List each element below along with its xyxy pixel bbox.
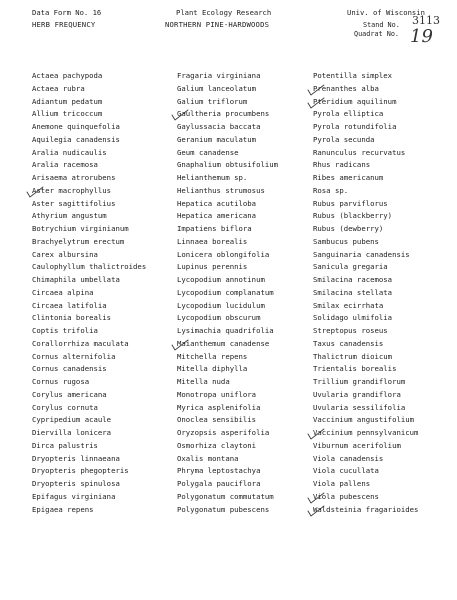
species-item: Linnaea borealis <box>177 236 248 246</box>
species-item: Cornus rugosa <box>32 377 90 386</box>
checkmark-icon <box>26 186 44 198</box>
species-item: Cypripedium acaule <box>32 415 112 425</box>
species-item: Potentilla simplex <box>313 71 393 80</box>
species-item: Taxus canadensis <box>313 338 384 348</box>
species-item: Coptis trifolia <box>32 326 98 335</box>
species-item: Cornus canadensis <box>32 364 107 374</box>
species-item: Pyrola rotundifolia <box>313 122 397 131</box>
stand-number: 3113 <box>412 14 440 27</box>
species-item: Lycopodium lucidulum <box>177 300 265 310</box>
species-item: Lycopodium complanatum <box>177 287 274 297</box>
checkmark-icon <box>171 109 189 121</box>
species-item: Smilax ecirrhata <box>313 300 384 310</box>
species-item: Polygonatum pubescens <box>177 504 270 514</box>
species-item: Solidago ulmifolia <box>313 313 393 323</box>
species-item: Geum canadense <box>177 147 239 157</box>
species-item: Aster sagittifolius <box>32 198 116 208</box>
species-item: Aralia nudicaulis <box>32 147 107 157</box>
species-item: Gaylussacia baccata <box>177 122 261 131</box>
species-item: Viola pallens <box>313 479 371 488</box>
species-item: Allium tricoccum <box>32 109 103 119</box>
species-item: Galium triflorum <box>177 96 248 106</box>
species-item: Dryopteris phegopteris <box>32 466 129 476</box>
species-item: Osmorhiza claytoni <box>177 440 257 450</box>
species-item: Actaea pachypoda <box>32 71 103 80</box>
species-item: Rosa sp. <box>313 185 349 195</box>
university: Univ. of Wisconsin <box>347 8 425 17</box>
species-item: Fragaria virginiana <box>177 71 261 80</box>
species-item: Trillium grandiflorum <box>313 377 406 386</box>
species-item: Ribes americanum <box>313 173 384 182</box>
species-item: Epifagus virginiana <box>32 491 116 501</box>
species-item: Geranium maculatum <box>177 134 257 144</box>
species-item: Pyrola secunda <box>313 134 375 144</box>
species-item: Aquilegia canadensis <box>32 134 120 144</box>
checkmark-icon <box>171 339 189 351</box>
species-item: Trientalis borealis <box>313 364 397 374</box>
species-item: Oxalis montana <box>177 453 239 463</box>
species-column-3 <box>313 70 418 516</box>
species-item: Phryma leptostachya <box>177 466 261 476</box>
species-item: Viburnum acerifolium <box>313 440 401 450</box>
species-item: Rubus (blackberry) <box>313 211 393 221</box>
species-item: Rubus (dewberry) <box>313 224 384 233</box>
species-item: Aster macrophyllus <box>32 185 146 198</box>
species-item: Corallorrhiza maculata <box>32 338 129 348</box>
quadrat-label: Quadrat No. <box>354 30 400 38</box>
species-item: Uvularia sessilifolia <box>313 402 406 412</box>
species-item: Circaea latifolia <box>32 300 107 310</box>
species-item: Sambucus pubens <box>313 236 379 246</box>
species-item: Prenanthes alba <box>313 83 418 96</box>
species-item: Mitella nuda <box>177 377 230 386</box>
species-item: Lycopodium obscurum <box>177 313 261 323</box>
species-item: Streptopus roseus <box>313 326 388 335</box>
checkmark-icon <box>307 428 325 440</box>
species-item: Corylus americana <box>32 389 107 399</box>
species-item: Smilacina stellata <box>313 287 393 297</box>
checkmark-icon <box>307 84 325 96</box>
checkmark-icon <box>307 492 325 504</box>
species-item: Viola pubescens <box>313 491 418 504</box>
species-item: Thalictrum dioicum <box>313 351 393 361</box>
subtitle-forest-type: NORTHERN PINE-HARDWOODS <box>165 20 270 29</box>
species-item: Gnaphalium obtusifolium <box>177 160 279 170</box>
species-item: Diervilla lonicera <box>32 428 112 437</box>
species-item: Mitella diphylla <box>177 364 248 374</box>
species-item: Hepatica acutiloba <box>177 198 257 208</box>
species-item: Rubus parviflorus <box>313 198 388 208</box>
species-item: Polygonatum commutatum <box>177 491 274 501</box>
species-item: Dryopteris linnaeana <box>32 453 120 463</box>
species-item: Viola cucullata <box>313 466 379 476</box>
species-item: Helianthus strumosus <box>177 185 265 195</box>
species-item: Arisaema atrorubens <box>32 173 116 182</box>
species-item: Uvularia grandiflora <box>313 389 401 399</box>
species-item: Lysimachia quadrifolia <box>177 326 274 335</box>
species-item: Adiantum pedatum <box>32 96 103 106</box>
species-item: Sanguinaria canadensis <box>313 249 410 259</box>
species-item: Maianthemum canadense <box>177 338 278 351</box>
species-item: Myrica asplenifolia <box>177 402 261 412</box>
stand-label: Stand No. <box>363 21 400 29</box>
species-item: Botrychium virginianum <box>32 224 129 233</box>
species-item: Vaccinium angustifolium <box>313 415 415 425</box>
species-item: Waldsteinia fragarioides <box>313 504 418 517</box>
species-item: Lupinus perennis <box>177 262 248 272</box>
species-item: Vaccinium pennsylvanicum <box>313 427 418 440</box>
species-column-1 <box>32 70 146 516</box>
species-item: Brachyelytrum erectum <box>32 236 125 246</box>
species-item: Mitchella repens <box>177 351 248 361</box>
species-item: Dryopteris spinulosa <box>32 479 120 488</box>
species-item: Galium lanceolatum <box>177 83 257 93</box>
species-item: Sanicula gregaria <box>313 262 388 272</box>
species-item: Athyrium angustum <box>32 211 107 221</box>
species-item: Polygala pauciflora <box>177 479 261 488</box>
species-item: Cornus alternifolia <box>32 351 116 361</box>
quadrat-number: 19 <box>410 26 433 47</box>
subtitle-herb-frequency: HERB FREQUENCY <box>32 20 96 29</box>
form-number: Data Form No. 16 <box>32 8 102 17</box>
species-item: Lonicera oblongifolia <box>177 249 270 259</box>
species-item: Ranunculus recurvatus <box>313 147 406 157</box>
species-item: Anemone quinquefolia <box>32 122 120 131</box>
species-item: Epigaea repens <box>32 504 94 514</box>
species-item: Impatiens biflora <box>177 224 252 233</box>
checkmark-icon <box>307 97 325 109</box>
species-item: Hepatica americana <box>177 211 257 221</box>
species-item: Circaea alpina <box>32 287 94 297</box>
species-item: Pteridium aquilinum <box>313 96 418 109</box>
species-item: Helianthemum sp. <box>177 173 248 182</box>
species-item: Caulophyllum thalictroides <box>32 262 147 272</box>
species-item: Carex albursina <box>32 249 98 259</box>
checkmark-icon <box>307 505 325 517</box>
species-item: Chimaphila umbellata <box>32 275 120 284</box>
species-item: Corylus cornuta <box>32 402 98 412</box>
species-item: Smilacina racemosa <box>313 275 393 284</box>
species-item: Rhus radicans <box>313 160 371 170</box>
species-item: Gaultheria procumbens <box>177 108 278 121</box>
species-item: Oryzopsis asperifolia <box>177 428 270 437</box>
species-item: Monotropa uniflora <box>177 389 257 399</box>
species-item: Lycopodium annotinum <box>177 275 265 284</box>
species-column-2 <box>177 70 278 516</box>
species-item: Pyrola elliptica <box>313 109 384 119</box>
species-item: Dirca palustris <box>32 440 98 450</box>
species-item: Aralia racemosa <box>32 160 98 170</box>
species-item: Clintonia borealis <box>32 313 112 323</box>
organization: Plant Ecology Research <box>176 8 272 17</box>
species-item: Actaea rubra <box>32 83 85 93</box>
species-item: Viola canadensis <box>313 453 384 463</box>
species-item: Onoclea sensibilis <box>177 415 257 425</box>
